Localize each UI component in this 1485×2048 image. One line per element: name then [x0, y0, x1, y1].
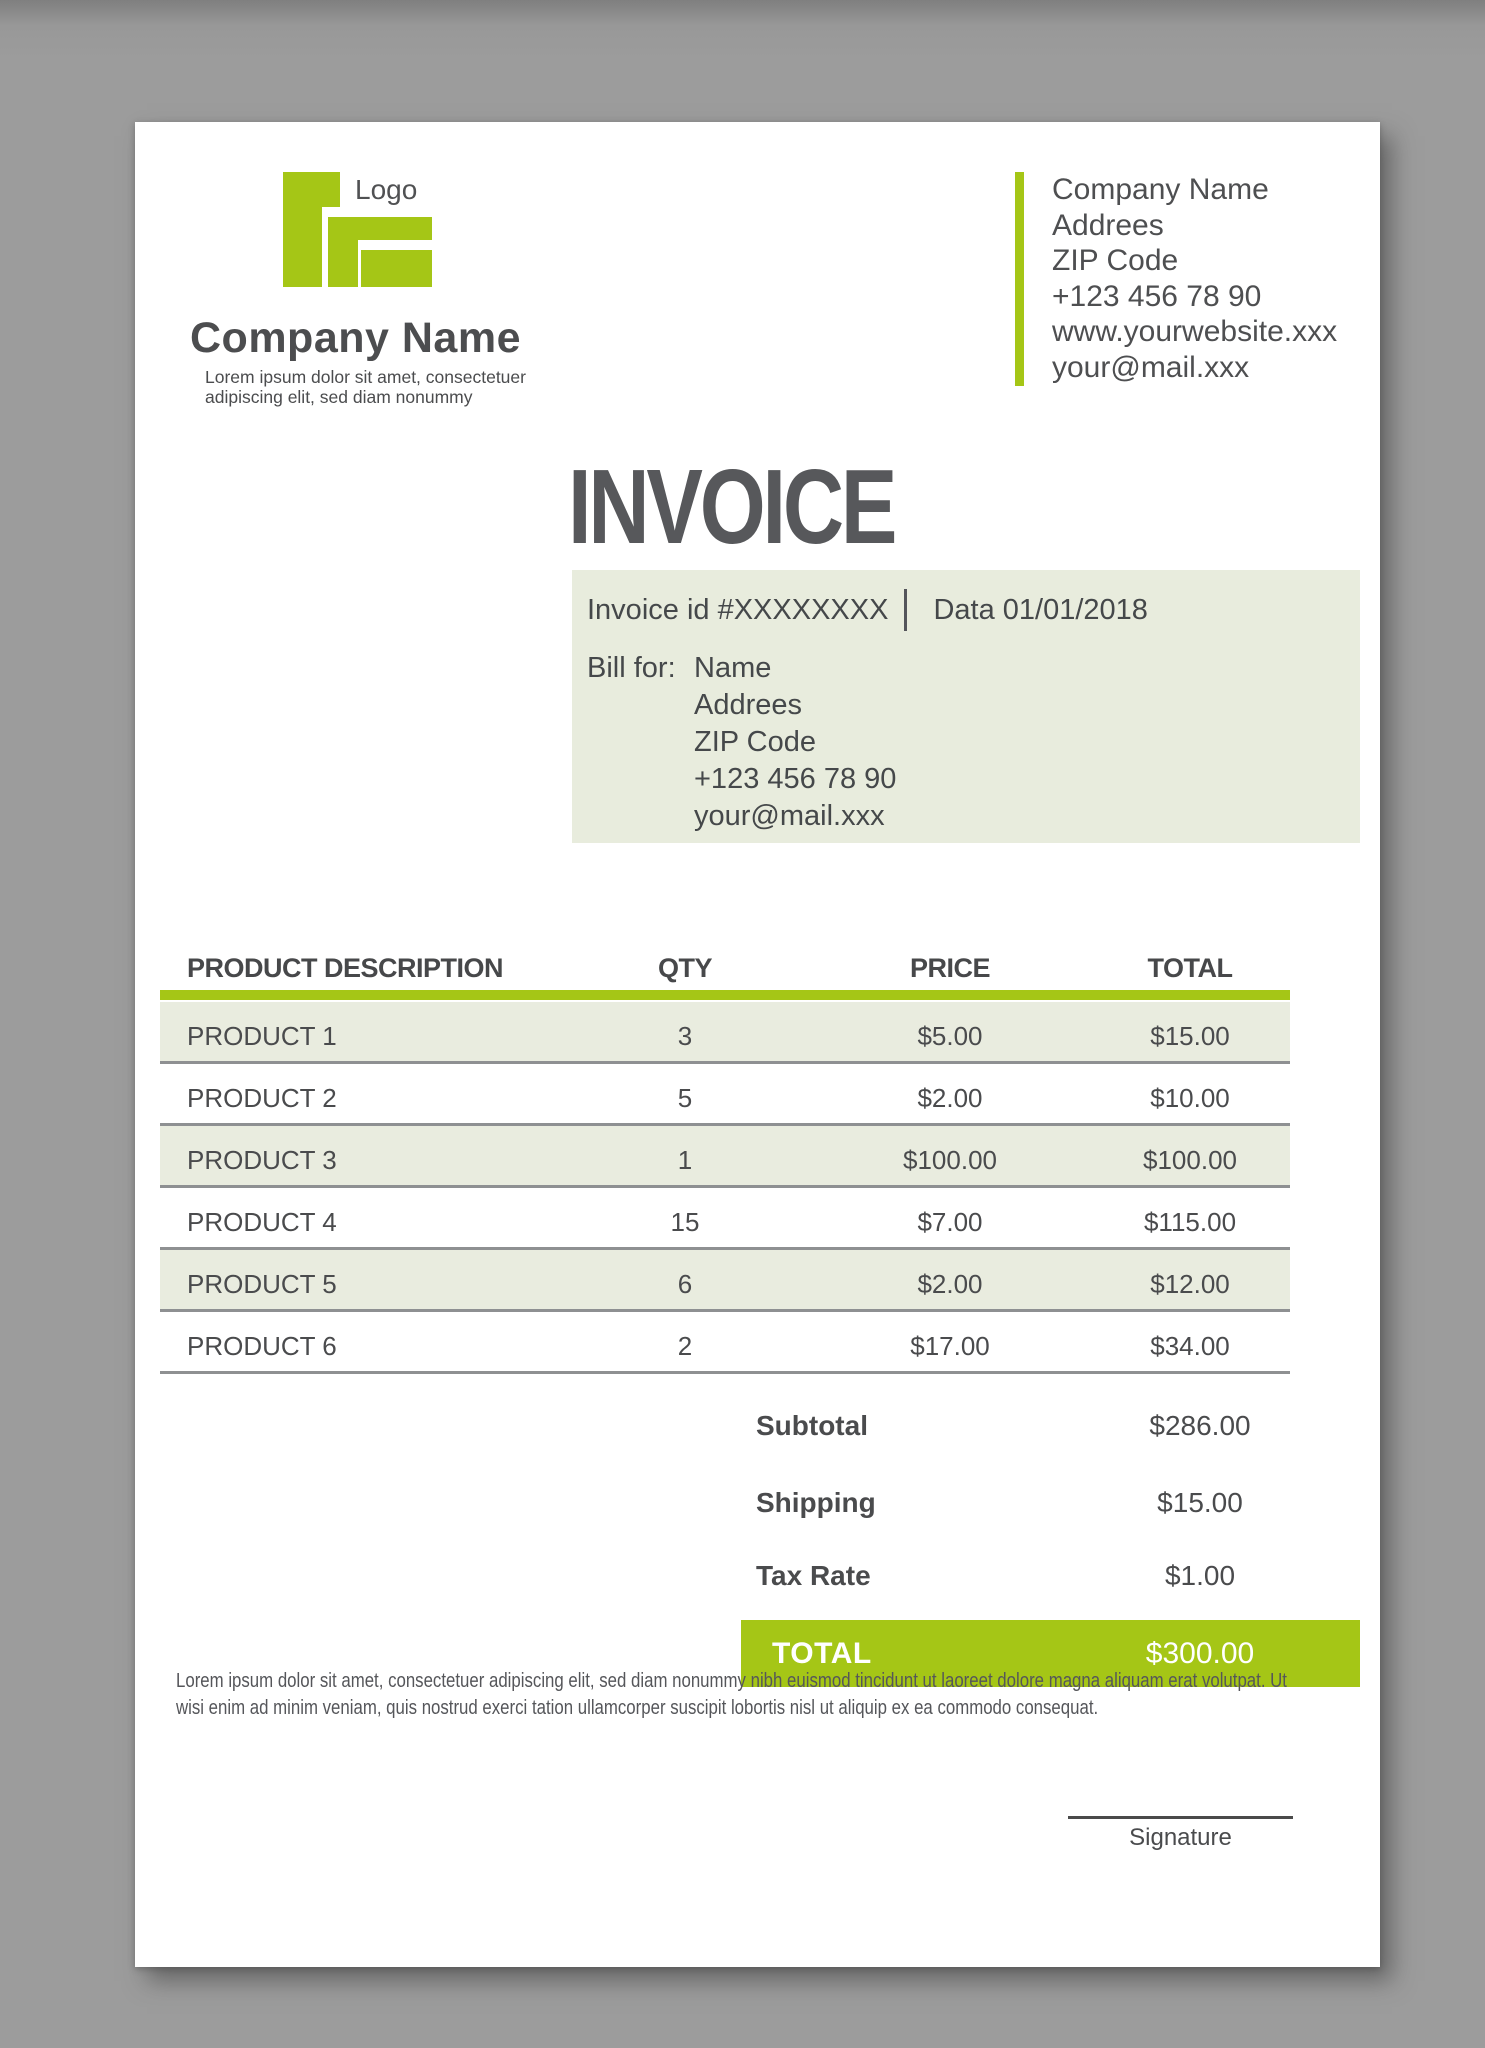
cell-price: $2.00 [917, 1083, 983, 1113]
summary-label: Shipping [756, 1487, 876, 1518]
footer-note-line: wisi enim ad minim veniam, quis nostrud exerci tation ullamcorper suscipit lobortis nisl ut aliquip ex ea commodo consequat. [176, 1695, 1099, 1719]
company-info-line: ZIP Code [1052, 244, 1179, 278]
grand-total-value: $300.00 [1145, 1636, 1255, 1670]
cell-description: PRODUCT 1 [187, 1021, 337, 1051]
cell-qty: 1 [677, 1145, 693, 1175]
company-info-block [1015, 172, 1337, 386]
cell-price: $7.00 [917, 1207, 983, 1237]
cell-total: $100.00 [1143, 1145, 1237, 1175]
bill-for-line: Name [694, 652, 772, 684]
company-name-heading: Company Name [190, 314, 521, 362]
company-info-line: Addrees [1052, 208, 1164, 242]
table-row [160, 1064, 1290, 1126]
cell-qty: 5 [677, 1083, 693, 1113]
summary-label: Tax Rate [756, 1560, 871, 1591]
summary-value: $1.00 [1164, 1560, 1236, 1591]
cell-price: $17.00 [910, 1331, 990, 1361]
invoice-id-row [587, 584, 1148, 636]
table-row [160, 1312, 1290, 1374]
cell-description: PRODUCT 3 [187, 1145, 337, 1175]
invoice-meta-block [572, 570, 1360, 843]
company-info-line: Company Name [1052, 173, 1269, 206]
bill-for-line: your@mail.xxx [694, 800, 885, 832]
company-info-line: www.yourwebsite.xxx [1052, 315, 1338, 349]
bill-for-line: ZIP Code [694, 726, 816, 758]
table-header-accent-bar [160, 990, 1290, 1000]
bill-for-line: Addrees [694, 689, 803, 721]
summary-row [135, 1410, 1380, 1444]
cell-total: $34.00 [1150, 1331, 1230, 1361]
footer-note-line: Lorem ipsum dolor sit amet, consectetuer adipiscing elit, sed diam nonummy nibh euismod tincidunt ut laoreet dolore magna aliquam erat volutpat. Ut [176, 1669, 1287, 1692]
table-row [160, 1250, 1290, 1312]
logo-label: Logo [355, 174, 418, 205]
invoice-date: Data 01/01/2018 [933, 593, 1148, 626]
invoice-id: Invoice id #XXXXXXXX [587, 593, 889, 626]
cell-qty: 3 [677, 1021, 693, 1051]
summary-value: $286.00 [1149, 1410, 1251, 1441]
signature-label: Signature [1129, 1824, 1232, 1851]
cell-description: PRODUCT 6 [187, 1331, 337, 1361]
summary-label: Subtotal [756, 1410, 868, 1441]
company-tagline-line: Lorem ipsum dolor sit amet, consectetuer [205, 367, 526, 387]
table-header-row [160, 946, 1290, 984]
cell-description: PRODUCT 5 [187, 1269, 337, 1299]
cell-price: $2.00 [917, 1269, 983, 1299]
signature-line [1068, 1816, 1293, 1819]
table-row [160, 1002, 1290, 1064]
company-tagline [205, 367, 526, 407]
cell-total: $12.00 [1150, 1269, 1230, 1299]
bill-for-block [587, 650, 896, 835]
table-row [160, 1188, 1290, 1250]
bill-for-lines [694, 650, 896, 835]
grand-total-label: TOTAL [772, 1636, 872, 1670]
company-info-lines [1052, 172, 1337, 386]
company-info-line: +123 456 78 90 [1052, 279, 1262, 313]
cell-qty: 6 [677, 1269, 693, 1299]
column-header-price: PRICE [909, 953, 991, 983]
company-info-line: your@mail.xxx [1052, 350, 1250, 384]
footer-note [176, 1668, 1376, 1721]
summary-row [135, 1560, 1380, 1594]
invoice-page [135, 122, 1380, 1967]
cell-total: $10.00 [1150, 1083, 1230, 1113]
column-header-total: TOTAL [1147, 953, 1233, 983]
cell-qty: 15 [670, 1207, 700, 1237]
cell-price: $5.00 [917, 1021, 983, 1051]
summary-row [135, 1487, 1380, 1521]
company-tagline-line: adipiscing elit, sed diam nonummy [205, 387, 473, 407]
cell-total: $15.00 [1150, 1021, 1230, 1051]
table-body [160, 1002, 1290, 1374]
column-header-description: PRODUCT DESCRIPTION [187, 953, 504, 983]
accent-bar [1015, 172, 1024, 386]
line-items-table [160, 946, 1290, 1374]
vertical-separator [904, 589, 907, 631]
cell-price: $100.00 [903, 1145, 997, 1175]
table-row [160, 1126, 1290, 1188]
summary-value: $15.00 [1157, 1487, 1243, 1518]
column-header-qty: QTY [657, 953, 712, 983]
bill-for-line: +123 456 78 90 [694, 763, 897, 795]
cell-total: $115.00 [1143, 1207, 1237, 1237]
cell-description: PRODUCT 2 [187, 1083, 337, 1113]
bill-for-label: Bill for: [587, 652, 676, 684]
cell-description: PRODUCT 4 [187, 1207, 337, 1237]
invoice-title: INVOICE [568, 448, 895, 566]
cell-qty: 2 [677, 1331, 693, 1361]
